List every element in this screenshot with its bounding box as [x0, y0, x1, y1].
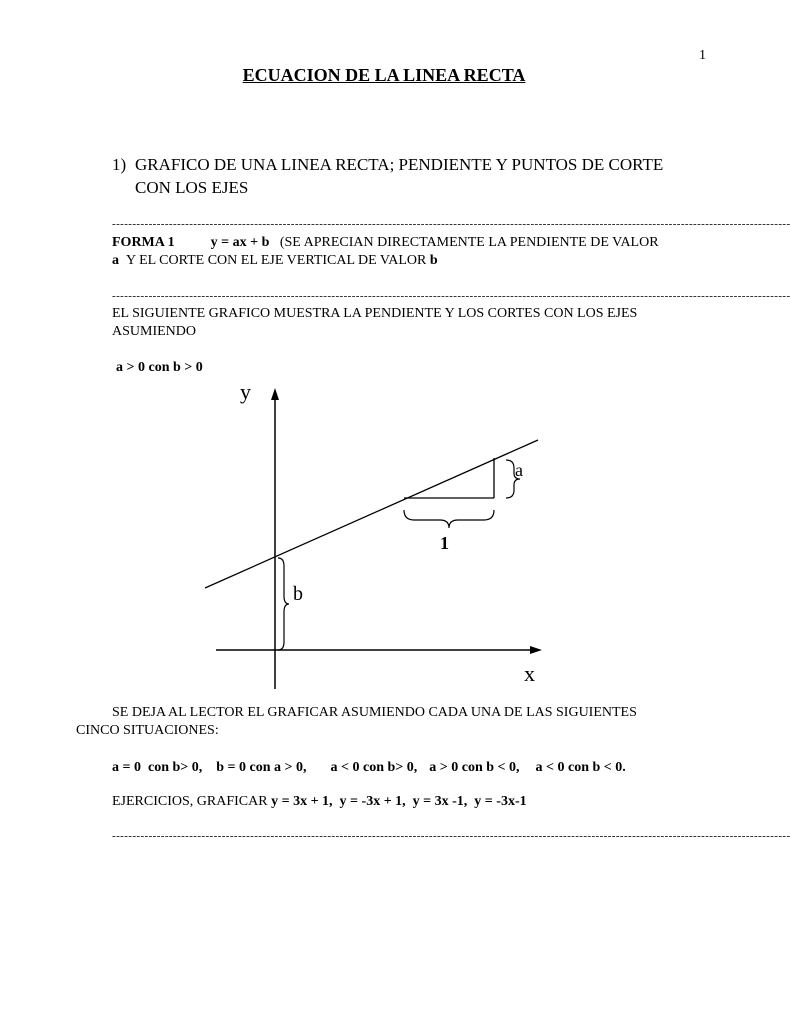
forma1-description-1: (SE APRECIAN DIRECTAMENTE LA PENDIENTE DE VALOR	[279, 235, 659, 250]
situation-1: a = 0 con b> 0,	[112, 760, 203, 775]
intercept-brace	[278, 558, 289, 650]
straight-line	[205, 440, 538, 588]
situation-5: a < 0 con b < 0.	[535, 760, 626, 775]
section-number: 1)	[112, 155, 127, 174]
reader-note-line-2: CINCO SITUACIONES:	[76, 723, 219, 738]
situation-3: a < 0 con b> 0,	[330, 760, 418, 775]
forma1-description-2: Y EL CORTE CON EL EJE VERTICAL DE VALOR	[126, 253, 427, 268]
divider-1: -----------------------------------------------------------------------------------------------------------------------------------------------------------------------	[112, 218, 791, 230]
forma1-equation: y = ax + b	[210, 235, 270, 250]
forma1-label: FORMA 1	[112, 235, 175, 250]
divider-3: -----------------------------------------------------------------------------------------------------------------------------------------------------------------------	[112, 830, 791, 842]
divider-2: -----------------------------------------------------------------------------------------------------------------------------------------------------------------------	[112, 290, 791, 302]
section-title: GRAFICO DE UNA LINEA RECTA; PENDIENTE Y PUNTOS DE CORTE CON LOS EJES	[135, 155, 664, 197]
run-brace	[404, 510, 494, 528]
y-axis-arrow	[271, 388, 279, 400]
forma1-var-b: b	[429, 253, 438, 268]
situations-list	[112, 759, 712, 777]
x-axis-arrow	[530, 646, 542, 654]
intercept-label: b	[293, 583, 303, 605]
situation-4: a > 0 con b < 0,	[429, 760, 520, 775]
exercises-label: EJERCICIOS, GRAFICAR	[112, 794, 268, 809]
condition-text: a > 0 con b > 0	[116, 360, 203, 375]
reader-note-line-1: SE DEJA AL LECTOR EL GRAFICAR ASUMIENDO CADA UNA DE LAS SIGUIENTES	[112, 705, 637, 720]
run-label: 1	[440, 533, 449, 553]
forma1-var-a: a	[112, 253, 119, 268]
page-number: 1	[699, 48, 706, 63]
slope-label: a	[515, 460, 523, 480]
exercises-line	[112, 793, 712, 811]
situation-2: b = 0 con a > 0,	[216, 760, 307, 775]
y-axis-label: y	[240, 379, 251, 404]
page-title: ECUACION DE LA LINEA RECTA	[242, 65, 526, 85]
exercises-equations: y = 3x + 1, y = -3x + 1, y = 3x -1, y = -3x-1	[271, 794, 527, 809]
graph-intro: EL SIGUIENTE GRAFICO MUESTRA LA PENDIENTE Y LOS CORTES CON LOS EJES ASUMIENDO	[112, 306, 638, 339]
x-axis-label: x	[524, 661, 535, 686]
